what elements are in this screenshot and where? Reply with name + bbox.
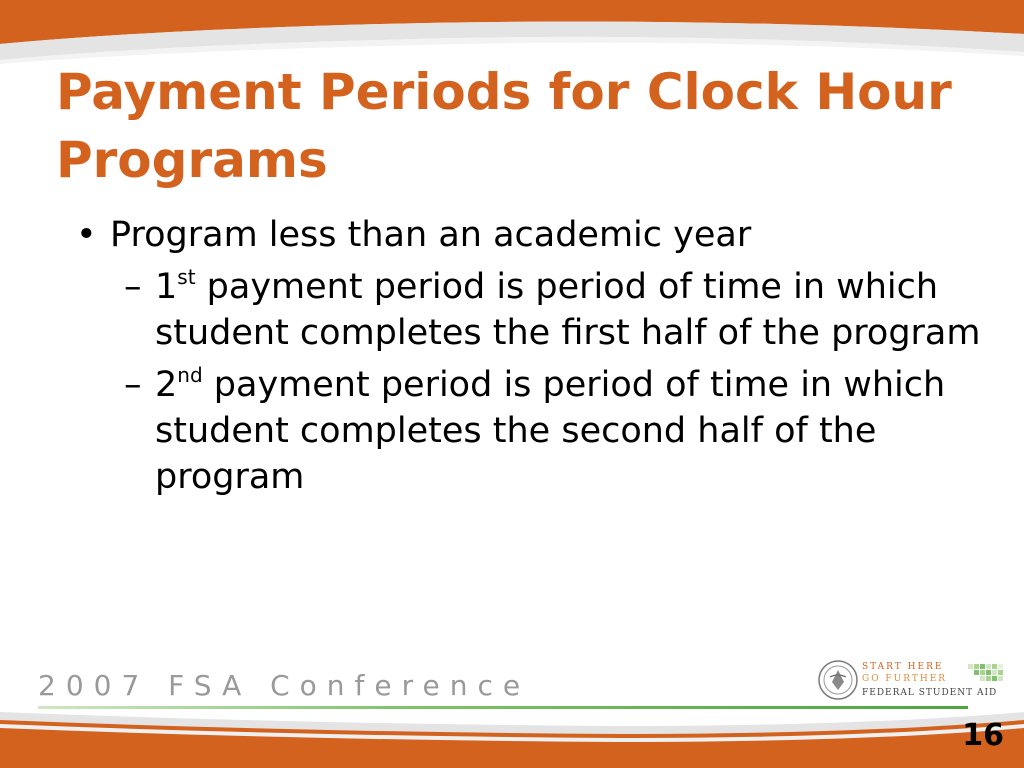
sub-bullet-number: 2 (155, 365, 178, 405)
sub-bullet-body: payment period is period of time in which student completes the first half of the program (155, 267, 981, 353)
sub-bullet-item (124, 264, 986, 356)
bottom-banner (0, 690, 1024, 768)
conference-name: 2007 FSA Conference (38, 669, 531, 702)
sub-bullet-text (155, 264, 986, 356)
logo-tagline-further: GO FURTHER (862, 674, 948, 684)
page-number: 16 (962, 718, 1004, 753)
bullet-marker: • (76, 215, 97, 255)
sub-bullet-marker: – (124, 267, 142, 307)
sub-bullet-number: 1 (155, 267, 178, 307)
sub-bullet-ordinal-suffix: st (177, 265, 196, 289)
sub-bullet-body: payment period is period of time in which student completes the second half of the program (155, 365, 946, 497)
slide-body (76, 212, 986, 500)
sub-bullet-ordinal-suffix: nd (177, 363, 203, 387)
logo-pixel-grid-icon (968, 664, 1008, 682)
sub-bullet-marker: – (124, 365, 142, 405)
bullet-text: Program less than an academic year (110, 215, 752, 255)
bullet-item (76, 212, 986, 258)
sub-bullet-text (155, 362, 986, 500)
logo-tagline-start: START HERE (862, 662, 944, 672)
slide-title: Payment Periods for Clock Hour Programs (56, 63, 952, 189)
sub-bullet-item (124, 362, 986, 500)
logo-agency-name: FEDERAL STUDENT AID (862, 688, 998, 698)
